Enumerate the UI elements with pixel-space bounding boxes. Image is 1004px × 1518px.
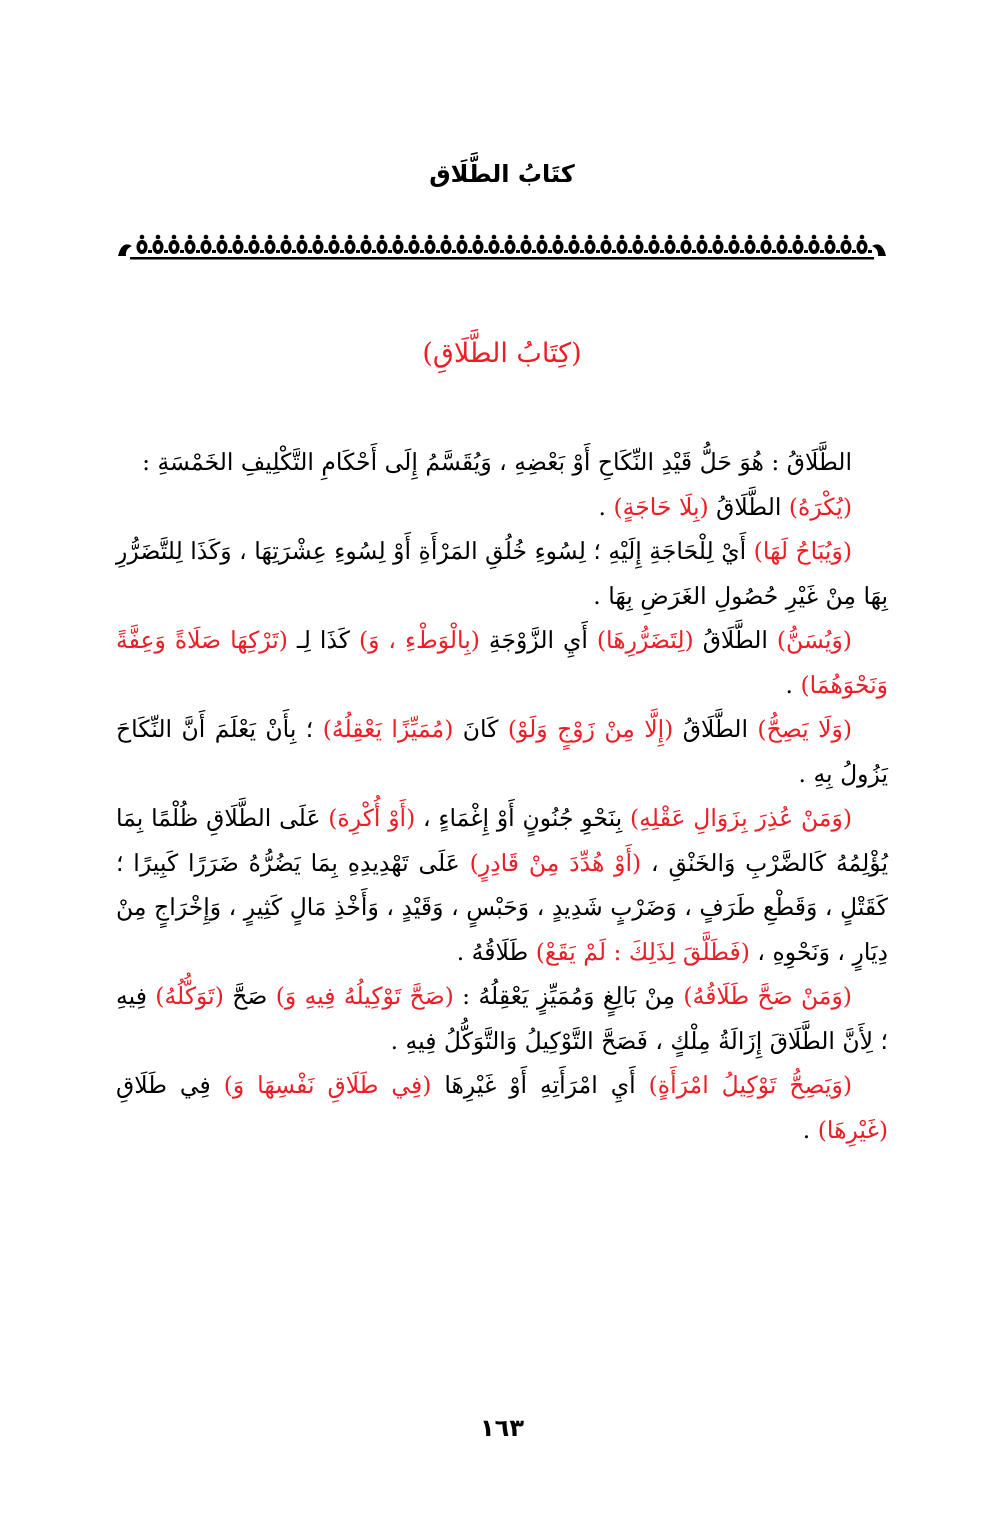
page-number: ١٦٣ — [480, 1414, 524, 1442]
sharh-text: طَلَاقُهُ . — [456, 937, 536, 966]
paragraph — [116, 796, 888, 974]
matn-text: (بِالْوَطْءِ ، وَ) — [358, 626, 480, 654]
matn-text: (وَلَا يَصِحُّ) — [757, 715, 853, 743]
paragraph — [116, 707, 888, 796]
sharh-text: فِي طَلَاقِ — [116, 1071, 224, 1099]
running-header: كتَابُ الطَّلَاق — [429, 160, 575, 188]
sharh-text: . — [802, 1115, 818, 1144]
sharh-text: ؛ بِأَنْ يَعْلَمَ أَنَّ النِّكَاحَ يَزُولُ بِهِ . — [116, 715, 888, 788]
paragraph — [116, 618, 888, 707]
matn-text: (فِي طَلَاقِ نَفْسِهَا وَ) — [223, 1071, 432, 1099]
matn-text: (مُمَيِّزًا يَعْقِلُهُ) — [322, 715, 454, 743]
sharh-text: بِنَحْوِ جُنُونٍ أَوْ إِغْمَاءٍ ، — [415, 804, 631, 832]
paragraph — [116, 440, 888, 485]
sharh-text: . — [785, 670, 801, 699]
floral-border-ornament-icon — [116, 232, 888, 262]
sharh-text: فِيهِ ؛ لِأَنَّ الطَّلَاقَ إِزَالَةُ مِلْكٍ ، فَصَحَّ التَّوْكِيلُ وَالتَّوَكُّلُ فِيهِ . — [116, 982, 888, 1055]
body-text — [116, 440, 888, 1152]
sharh-text: كَانَ — [453, 715, 508, 743]
matn-text: (وَمَنْ عُذِرَ بِزَوَالِ عَقْلِهِ) — [630, 804, 852, 832]
matn-text: (بِلَا حَاجَةٍ) — [613, 492, 709, 521]
matn-text: (أَوْ أُكْرِهَ) — [328, 804, 416, 832]
sharh-text: أَيْ لِلْحَاجَةِ إِلَيْهِ ؛ لِسُوءِ خُلُقِ المَرْأَةِ أَوْ لِسُوءِ عِشْرَتِهَا ، وَكَذَا لِلتَّضَرُّرِ بِهَا مِنْ غَيْرِ حُصُولِ الغَرَضِ بِهَا . — [116, 537, 888, 610]
matn-text: (لِتَضَرُّرِهَا) — [596, 626, 694, 654]
sharh-text: أَيِ امْرَأَتِهِ أَوْ غَيْرِهَا — [431, 1071, 649, 1099]
sharh-text: مِنْ بَالِغٍ وَمُمَيِّزٍ يَعْقِلُهُ : — [453, 982, 684, 1010]
paragraph — [116, 1063, 888, 1152]
sharh-text: الطَّلَاقُ — [673, 715, 758, 743]
sharh-text: الطَّلَاقُ — [708, 492, 789, 521]
paragraph — [116, 485, 888, 530]
sharh-text: صَحَّ — [223, 982, 276, 1010]
paragraph — [116, 529, 888, 618]
matn-text: (غَيْرِهَا) — [817, 1115, 888, 1144]
sharh-text: أَيِ الزَّوْجَةِ — [479, 626, 597, 654]
matn-text: (يُكْرَهُ) — [788, 492, 852, 521]
sharh-text: . — [598, 492, 614, 521]
matn-text: (وَيُسَنُّ) — [776, 626, 852, 654]
matn-text: (تَرْكِهَا صَلَاةً وَعِفَّةً وَنَحْوَهُمَا) — [116, 626, 888, 699]
sharh-text: الطَّلَاقُ — [693, 626, 777, 654]
matn-text: (أَوْ هُدِّدَ مِنْ قَادِرٍ) — [469, 848, 642, 877]
paragraph — [116, 974, 888, 1063]
matn-text: (فَطَلَّقَ لِذَلِكَ : لَمْ يَقَعْ) — [535, 937, 750, 966]
sharh-text: كَذَا لِـ — [287, 626, 359, 654]
matn-text: (إِلَّا مِنْ زَوْجٍ وَلَوْ) — [507, 715, 674, 743]
sharh-text: الطَّلَاقُ : هُوَ حَلُّ قَيْدِ النِّكَاحِ أَوْ بَعْضِهِ ، وَيُقَسَّمُ إِلَى أَحْكَامِ التَّكْلِيفِ الخَمْسَةِ : — [142, 448, 852, 476]
matn-text: (وَمَنْ صَحَّ طَلَاقُهُ) — [683, 982, 852, 1010]
matn-text: (تَوَكُّلُهُ) — [155, 982, 224, 1010]
chapter-title: (كِتَابُ الطَّلَاقِ) — [422, 338, 582, 369]
matn-text: (وَيُبَاحُ لَهَا) — [753, 537, 852, 565]
sharh-text: عَلَى تَهْدِيدِهِ بِمَا يَضُرُّهُ ضَرَرًا كَبِيرًا ؛ كَقَتْلٍ ، وَقَطْعِ طَرَفٍ ، وَضَرْبٍ شَدِيدٍ ، وَحَبْسٍ ، وَقَيْدٍ ، وَأَخْذِ مَالٍ كَثِيرٍ ، وَإِخْرَاجٍ مِنْ دِيَارٍ ، وَنَحْوِهِ ، — [116, 848, 888, 966]
matn-text: (وَيَصِحُّ تَوْكِيلُ امْرَأَةٍ) — [648, 1071, 852, 1099]
matn-text: (صَحَّ تَوْكِيلُهُ فِيهِ وَ) — [275, 982, 454, 1010]
sharh-text: عَلَى الطَّلَاقِ ظُلْمًا بِمَا يُؤْلِمُهُ كَالضَّرْبِ وَالخَنْقِ ، — [116, 804, 888, 877]
